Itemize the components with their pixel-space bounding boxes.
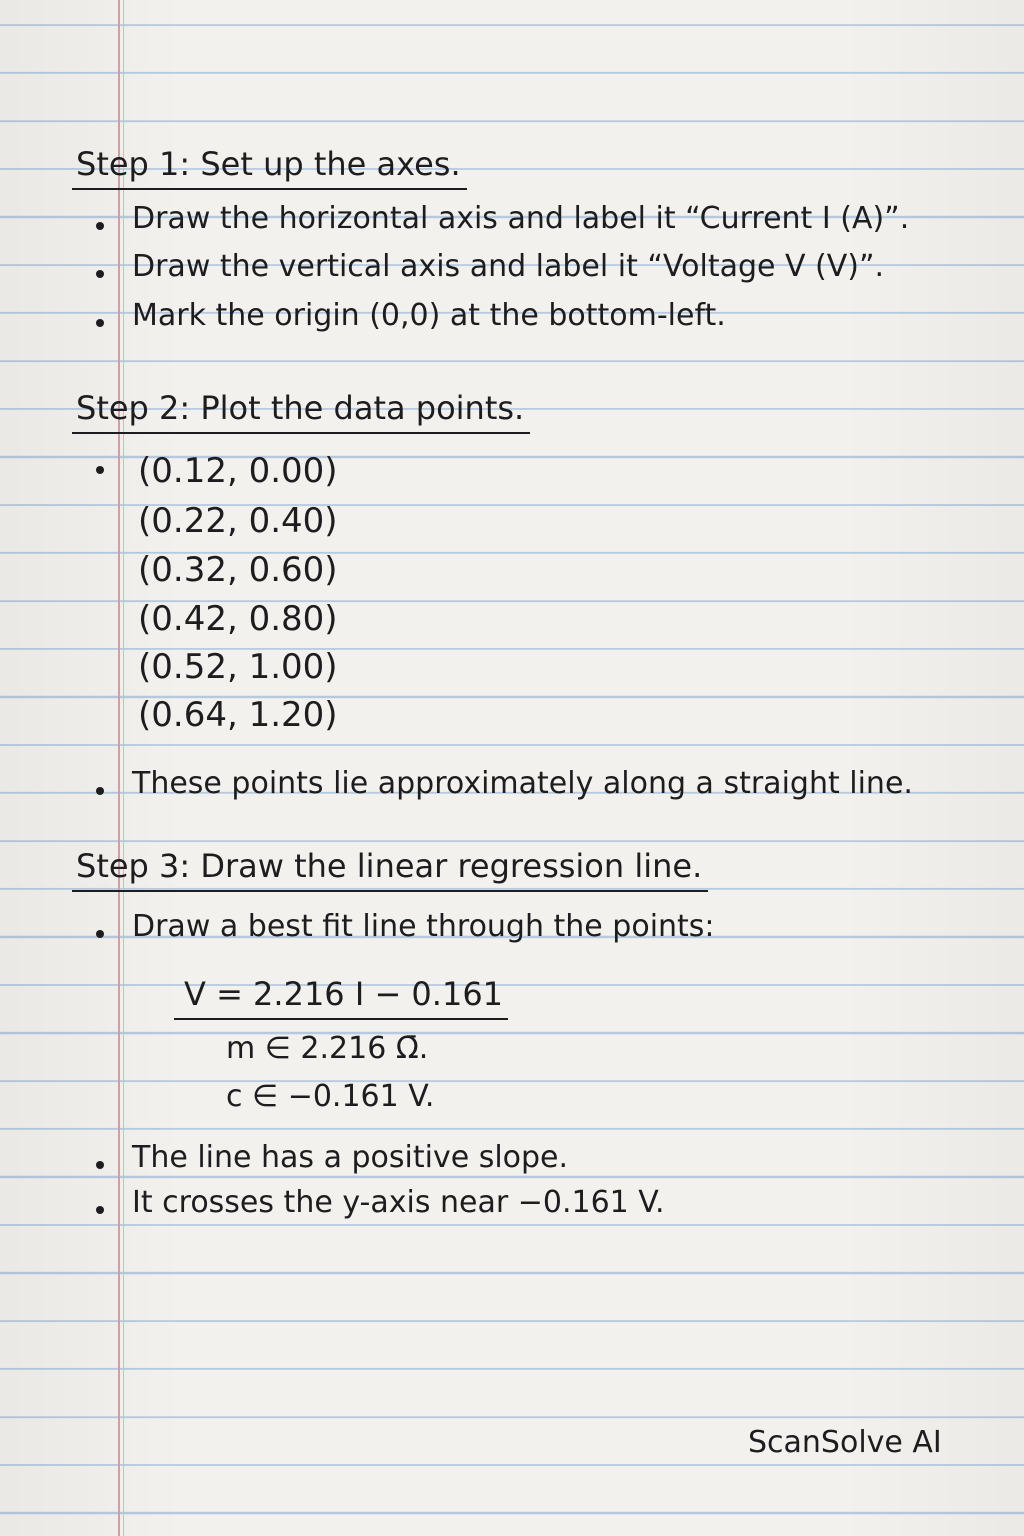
- data-point-3: (0.32, 0.60): [138, 550, 338, 590]
- bullet-icon: [96, 270, 104, 278]
- regression-equation: V = 2.216 I − 0.161: [174, 978, 508, 1020]
- bullet-icon: [96, 1161, 104, 1169]
- bullet-icon: [96, 466, 104, 474]
- data-point-4: (0.42, 0.80): [138, 599, 338, 639]
- bullet-icon: [96, 1206, 104, 1214]
- step-2-heading: Step 2: Plot the data points.: [72, 392, 530, 434]
- bullet-icon: [96, 787, 104, 795]
- bullet-icon: [96, 222, 104, 230]
- step-1-item-2: Draw the vertical axis and label it “Voltage V (V)”.: [132, 249, 885, 284]
- step-3-item-1: The line has a positive slope.: [132, 1140, 569, 1175]
- intercept-value: c ∈ −0.161 V.: [226, 1079, 435, 1114]
- step-2-note: These points lie approximately along a straight line.: [132, 766, 913, 801]
- step-3-heading: Step 3: Draw the linear regression line.: [72, 850, 708, 892]
- data-point-5: (0.52, 1.00): [138, 647, 338, 687]
- data-point-6: (0.64, 1.20): [138, 695, 338, 735]
- data-point-2: (0.22, 0.40): [138, 501, 338, 541]
- step-3-intro: Draw a best fit line through the points:: [132, 909, 715, 944]
- margin-line-secondary: [123, 0, 124, 1536]
- data-point-1: (0.12, 0.00): [138, 451, 338, 491]
- step-1-item-3: Mark the origin (0,0) at the bottom-left.: [132, 298, 726, 333]
- margin-line: [118, 0, 120, 1536]
- step-1-item-1: Draw the horizontal axis and label it “Current I (A)”.: [132, 201, 910, 236]
- brand-label: ScanSolve AI: [748, 1425, 942, 1460]
- bullet-icon: [96, 319, 104, 327]
- bullet-icon: [96, 930, 104, 938]
- step-1-heading: Step 1: Set up the axes.: [72, 148, 467, 190]
- slope-value: m ∈ 2.216 Ω̄.: [226, 1031, 429, 1066]
- step-3-item-2: It crosses the y-axis near −0.161 V.: [132, 1185, 665, 1220]
